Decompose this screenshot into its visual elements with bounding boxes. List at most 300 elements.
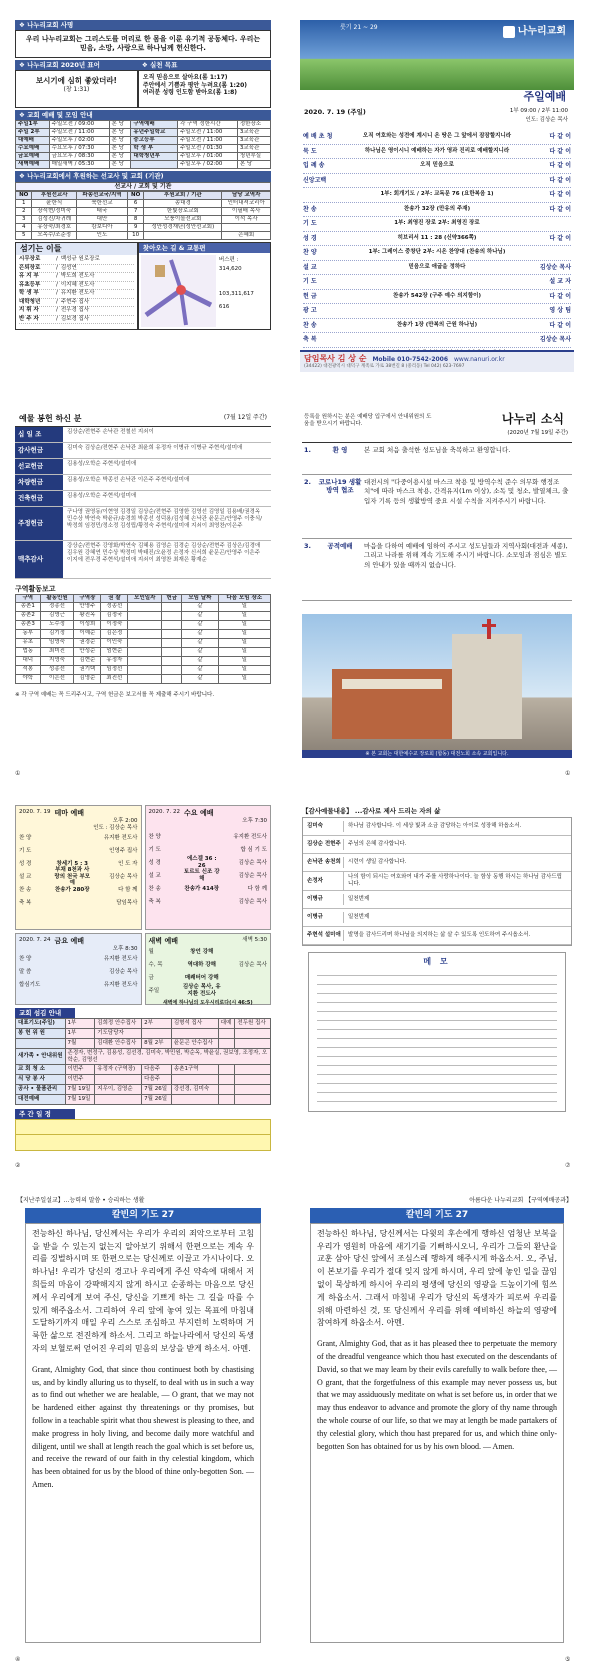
worship-cell: 주일 2부 xyxy=(16,129,50,137)
serve-cell: 2부 xyxy=(142,1019,172,1029)
service-person: 유지환 전도사 xyxy=(103,981,138,988)
staff-name: 김성연 xyxy=(60,264,77,271)
news-title: 나누리 소식 xyxy=(501,412,564,426)
worship-cell: 유년주일학교 xyxy=(131,129,178,137)
service-row xyxy=(149,844,268,857)
practice-item: 주안에서 기쁨과 평안 누려요(롬 1:20) xyxy=(142,81,247,89)
zone-cell: 성종선 xyxy=(40,665,74,674)
zone-cell xyxy=(128,656,162,665)
zone-cell xyxy=(128,620,162,629)
practice-item: 오직 믿음으로 살아요(롬 1:17) xyxy=(142,74,228,82)
worship-row xyxy=(16,137,271,145)
thanks-message: 나의 함이 되시는 여호와여 내가 주를 사랑하나이다. 늘 함상 동행 하시는 하나님 감사드립니다. xyxy=(343,872,571,890)
bulletin-page-1 xyxy=(15,20,271,372)
map-heading: 찾아오는 길 & 교통편 xyxy=(139,243,270,253)
serve-row xyxy=(16,1029,271,1039)
service-person: 다 함 께 xyxy=(118,886,138,893)
mission-row xyxy=(16,224,271,232)
service-date: 2020. 7. 19 (주일) xyxy=(304,108,366,116)
worship-cell: 수요예배 xyxy=(16,145,50,153)
staff-row xyxy=(19,265,134,274)
service-item: 기 도 xyxy=(19,847,32,854)
serve-title: 교회 섬김 안내 xyxy=(15,1008,75,1018)
order-person: 다 같 이 xyxy=(549,176,571,184)
service-row xyxy=(19,966,138,979)
news-item xyxy=(302,475,572,539)
service-item: 수, 목 xyxy=(148,961,163,968)
worship-cell: 주일오전 / 11:00 xyxy=(49,129,109,137)
order-content: 히브리서 11 : 28 (신약366쪽) xyxy=(397,234,477,241)
staff-row xyxy=(19,282,134,291)
zone-cell: 일 xyxy=(218,674,270,683)
service-content: 창언 강해 xyxy=(190,948,214,955)
service-leader: 인도: 김상순 목사 xyxy=(525,117,568,123)
offering-category: 감사헌금 xyxy=(15,443,63,458)
order-person: 다 같 이 xyxy=(549,292,571,300)
prayer-english: Grant, Almighty God, that since thou continuest both by chastising us, and by kindly alluring us to thyself, to deal with us in such a way as to find out whether we are healable, — O grant, that we may not be hardened either against thy threatenings or thy promises, but follow in a teachable spirit what thou shewest is pleasing to thee, and make progress in holy living, and become daily more watchful and diligent, until we shall at length reach the goal which is set before us, and receive the reward of our faith in thy celestial kingdom, which has been obtained for us by the blood of thine only-begotten Son. — Amen. xyxy=(32,1364,254,1489)
zone-cell: 엄현순 xyxy=(101,647,128,656)
mission-cell: 오목수/조준정 xyxy=(32,232,77,240)
bus-route: 103,311,617 xyxy=(218,290,254,297)
offering-names: 김미숙 김상순/전현주 손낙관 최윤희 유정자 이병규 이병규 주현석/설미애 xyxy=(67,445,243,451)
zone-cell: 권경순 xyxy=(74,638,101,647)
offering-category: 맥추감사 xyxy=(15,541,63,578)
mission-cell: 9 xyxy=(127,224,143,232)
worship-cell: 구역예배 xyxy=(131,121,178,129)
worship-cell: 주일오전 / 11:00 xyxy=(177,129,237,137)
staff-name: 백성규 원로장로 xyxy=(60,256,100,262)
zone-cell: 법동 xyxy=(16,647,41,656)
mission-heading: ❖ 나누리교회에서 후원하는 선교사 및 교회 (기관) xyxy=(15,171,271,181)
service-person: 유지환 전도사 xyxy=(103,955,138,962)
mission-cell: 모퉁이돌선교회 xyxy=(144,216,222,224)
zone-row xyxy=(16,638,271,647)
mission-cell: 인터내셔코리아 xyxy=(222,200,271,208)
serve-cell xyxy=(171,1095,218,1105)
zone-cell xyxy=(162,602,182,611)
mission-cell xyxy=(222,224,271,232)
weekly-schedule-box xyxy=(15,1135,271,1151)
bus-route: 314,620 xyxy=(218,265,242,272)
dawn-service-box xyxy=(145,933,272,1005)
zone-row xyxy=(16,665,271,674)
service-item: 찬 양 xyxy=(148,833,161,840)
zone-cell: 안명주 xyxy=(74,602,101,611)
serve-cell: 7월 26일 xyxy=(142,1085,172,1095)
thanks-message: 하나님 감사합니다. 이 세상 빛과 소금 감당하는 아이로 성장해 하옵소서. xyxy=(343,821,571,832)
zone-header-cell: 모임 날짜 xyxy=(182,594,218,602)
order-row xyxy=(303,188,571,203)
zone-cell: 최미진 xyxy=(40,647,74,656)
serve-cell: 강선경, 김미숙 xyxy=(171,1085,218,1095)
zone-cell xyxy=(162,611,182,620)
thanks-row xyxy=(303,836,571,854)
service-content: 역대하 강해 xyxy=(187,961,216,968)
weekly-title: 주 간 일 정 xyxy=(15,1109,75,1119)
news-number: 2. xyxy=(304,478,311,486)
zone-cell: 같 xyxy=(182,629,218,638)
service-times: 1부 09:00 / 2부 11:00 xyxy=(509,108,568,114)
worship-cell: 매일새벽 / 05:30 xyxy=(49,161,109,169)
mission-header-cell: NO xyxy=(16,192,32,200)
order-row xyxy=(303,319,571,334)
worship-cell: 중고등부 xyxy=(131,137,178,145)
serve-cell xyxy=(95,1095,142,1105)
mission-header-cell: 파송선교국/지역 xyxy=(77,192,128,200)
service-person: 담임목사 xyxy=(116,899,138,906)
serve-cell xyxy=(235,1085,271,1095)
staff-separator: / xyxy=(56,298,58,305)
dawn-title: 새벽 예배 xyxy=(148,937,178,945)
worship-cell: 주일오후 / 01:00 xyxy=(177,153,237,161)
service-item: 성 경 xyxy=(19,860,32,867)
zone-cell: 같 xyxy=(182,602,218,611)
worship-cell: 본 당 xyxy=(109,153,131,161)
worship-cell: 주일1부 xyxy=(16,121,50,129)
church-address: (34422) 대전광역시 대덕구 계족로 가로 38번길 8 (중리동) Tel 042) 623-7697 xyxy=(304,364,465,369)
service-row xyxy=(19,866,138,887)
mission-cell: 이석 목사 xyxy=(222,216,271,224)
order-content: 오직 여호와는 성전에 계시니 온 땅은 그 앞에서 잠잠할지니라 xyxy=(362,133,512,140)
staff-row xyxy=(19,307,134,316)
worship-cell: 본 당 xyxy=(109,161,131,169)
order-item: 예 배 초 청 xyxy=(303,133,333,140)
zone-cell: 일 xyxy=(218,629,270,638)
staff-separator: / xyxy=(56,315,58,322)
staff-separator: / xyxy=(56,307,58,313)
zone-cell: 석봉 xyxy=(16,665,41,674)
church-building-photo xyxy=(302,614,572,752)
service-person: 김상순 목사 xyxy=(238,859,267,866)
zone-header-cell: 구역 xyxy=(16,594,41,602)
zone-cell: 유정자 xyxy=(101,656,128,665)
service-content: 에스겔 36 : 26 xyxy=(186,856,217,870)
zone-row xyxy=(16,647,271,656)
zone-cell: 노수정 xyxy=(40,620,74,629)
mission-header-cell: 담당 교역자 xyxy=(222,192,271,200)
zone-cell: 같 xyxy=(182,647,218,656)
serve-cell xyxy=(235,1065,271,1075)
zone-cell: 유초 xyxy=(16,638,41,647)
wednesday-date: 2020. 7. 22 xyxy=(148,809,180,815)
zone-cell: 이인숙 xyxy=(101,638,128,647)
thanks-name: 김상순 전현주 xyxy=(307,841,341,848)
memo-title: 메 모 xyxy=(423,956,451,966)
order-content: 1부: 회개기도 / 2부: 교독문 76 (요한복음 1) xyxy=(380,191,494,198)
order-item: 찬 송 xyxy=(303,205,317,213)
thanks-row xyxy=(303,927,571,945)
thanks-name: 김미숙 xyxy=(307,823,323,830)
serve-cell xyxy=(16,1039,66,1049)
bulletin-page-7 xyxy=(15,1196,271,1654)
zone-cell: 김기정 xyxy=(40,629,74,638)
worship-cell: 본 당 xyxy=(109,129,131,137)
serve-cell: 1부 xyxy=(65,1019,95,1029)
church-logo: 나누리교회 xyxy=(503,26,566,39)
news-heading: 환 영 xyxy=(332,446,348,454)
worship-cell: 3교육관 xyxy=(237,145,270,153)
offering-names: 김용성/오학순 주현석/설미애 xyxy=(67,493,137,499)
order-row xyxy=(303,333,571,348)
mission-cell: 송대경 xyxy=(144,200,222,208)
service-person: 인 도 자 xyxy=(118,860,138,867)
mission-row xyxy=(16,232,271,240)
pastor-mobile: Mobile 010-7542-2006 xyxy=(372,356,449,363)
order-row xyxy=(303,174,571,189)
worship-cell: 주일오후 / 02:00 xyxy=(49,137,109,145)
staff-row xyxy=(19,299,134,308)
order-item: 설 교 xyxy=(303,263,317,271)
order-person: 다 같 이 xyxy=(549,321,571,329)
zone-row xyxy=(16,602,271,611)
serve-cell xyxy=(218,1085,235,1095)
zone-cell: 임영숙 xyxy=(40,638,74,647)
service-row xyxy=(149,870,268,883)
service-content: 김상순 목사, 유지환 전도사 xyxy=(182,984,221,998)
zone-cell: 야학 xyxy=(16,674,41,683)
order-row xyxy=(303,304,571,319)
wednesday-service-box xyxy=(145,805,272,930)
thanks-row xyxy=(303,909,571,927)
mission-row xyxy=(16,200,271,208)
service-item: 설 교 xyxy=(19,873,32,880)
wednesday-title: 수요 예배 xyxy=(184,809,214,817)
worship-cell: 대학청년부 xyxy=(131,153,178,161)
zone-cell: 일 xyxy=(218,620,270,629)
mission-cell: 6 xyxy=(127,200,143,208)
mission-cell: 5 xyxy=(16,232,32,240)
order-item: 신앙고백 xyxy=(303,176,327,184)
offering-row xyxy=(15,443,271,459)
serve-cell: 지우이, 김영순 xyxy=(95,1085,142,1095)
zone-cell: 같 xyxy=(182,665,218,674)
zone-cell xyxy=(162,647,182,656)
thanks-list xyxy=(302,817,572,946)
offering-row xyxy=(15,427,271,443)
page-number: ⑦ xyxy=(565,1162,571,1169)
prayer-korean: 전능하신 하나님, 당신께서는 우리가 우리의 죄악으로부터 고침을 받을 수 있는지 없는지 알아보기 위해서 한편으로는 계속 우리를 징벌하시며 또 한편으로는 당신께로 이끌고 가시나이다. 오 하나님! 우리가 당신의 경고나 우리에게 주신 약속에 대해서 저희들의 마음이 강퍅해지지 않게 하시고 순종하는 마음으로 당신께서 우리에게 보여 주신, 당신을 기쁘게 하는 그 길을 따를 수 있게 해주옵소서. 그리하여 우리 앞에 놓여 있는 목표에 마침내 도달하기까지 매일 우리 스스로 조심하고 부지런히 노력하며 거룩한 삶으로 전진하게 하소서. 그리고 하늘나라에서 당신의 독생자의 보혈로써 얻어진 우리의 믿음의 보상을 받게 하소서. 아멘. xyxy=(32,1228,254,1353)
bus-label: 버스편 : xyxy=(218,257,239,263)
bulletin-page-8 xyxy=(300,1196,574,1654)
worship-row xyxy=(16,161,271,169)
serve-cell: 다음주 xyxy=(142,1075,172,1085)
staff-separator: / xyxy=(56,273,58,279)
news-number: 3. xyxy=(304,542,311,550)
theme-time: 오후 2:00 xyxy=(112,817,138,824)
worship-table xyxy=(15,120,271,169)
serve-cell xyxy=(235,1029,271,1039)
staff-list xyxy=(16,255,137,325)
order-item: 광 고 xyxy=(303,307,317,314)
serve-cell: 교 회 청 소 xyxy=(16,1065,66,1075)
order-person: 다 같 이 xyxy=(549,147,571,155)
order-person: 다 같 이 xyxy=(549,191,571,198)
order-person: 김상순 목사 xyxy=(539,263,571,271)
worship-cell: 본 당 xyxy=(109,121,131,129)
serve-row xyxy=(16,1075,271,1085)
worship-cell: 주일오전 / 01:30 xyxy=(177,145,237,153)
zone-cell: 안성순 xyxy=(74,647,101,656)
practice-item: 여러분 성령 인도함 받아요(롬 1:8) xyxy=(142,89,238,97)
staff-role: 대학청년 xyxy=(19,298,41,305)
thanks-row xyxy=(303,818,571,836)
serve-cell: 7월 19일 xyxy=(65,1085,95,1095)
order-row xyxy=(303,203,571,218)
cover-banner xyxy=(300,20,574,90)
prayer-title: 칼빈의 기도 27 xyxy=(25,1208,261,1223)
zone-cell xyxy=(162,665,182,674)
zone-cell: 송촌1 xyxy=(16,602,41,611)
staff-role: 은퇴장로 xyxy=(19,264,41,271)
order-item: 찬 송 xyxy=(303,321,317,329)
service-person: 유지환 전도사 xyxy=(103,834,138,841)
serve-cell: 김형석 집사 xyxy=(171,1019,218,1029)
order-row xyxy=(303,145,571,160)
thanks-row xyxy=(303,872,571,891)
memo-box xyxy=(308,952,566,1112)
bulletin-page-2 xyxy=(300,20,574,372)
zone-cell: 최진선 xyxy=(101,674,128,683)
service-person: 김상순 목사 xyxy=(109,968,138,975)
zone-cell: 임정선 xyxy=(101,665,128,674)
service-row xyxy=(19,832,138,845)
theme-service-box xyxy=(15,805,142,930)
order-person: 다 같 이 xyxy=(549,162,571,169)
mission-cell: 김성진/차귀례 xyxy=(32,216,77,224)
zone-cell: 정종선 xyxy=(40,602,74,611)
news-number: 1. xyxy=(304,446,311,454)
motto-reference: (창 1:31) xyxy=(63,85,90,93)
zone-cell xyxy=(162,674,182,683)
news-body: 마음을 다하여 예배에 임하여 주시고 성도님들과 지역사회(대전과 세종), 그리고 나라를 위해 계속 기도해 주시기 바랍니다. 소모임과 점심은 별도의 안내가 있을 때까지 없습니다. xyxy=(364,542,568,569)
service-row xyxy=(19,953,138,966)
service-row xyxy=(19,845,138,858)
worship-row xyxy=(16,145,271,153)
offering-row xyxy=(15,475,271,491)
serve-cell: 7월 xyxy=(65,1039,95,1049)
order-content: 믿음으로 애굽을 정하다 xyxy=(408,263,466,270)
service-row xyxy=(149,959,268,972)
zone-cell: 김영순 xyxy=(74,674,101,683)
vision-text: 우리 나누리교회는 그리스도를 머리로 한 몸을 이룬 유기적 공동체다. 우리는 믿음, 소망, 사랑으로 하나님께 헌신한다. xyxy=(15,30,271,58)
mission-row xyxy=(16,216,271,224)
service-content: 매쾌터어 강해 xyxy=(184,974,219,981)
zone-cell xyxy=(128,629,162,638)
zone-cell: 일 xyxy=(218,611,270,620)
order-row xyxy=(303,159,571,174)
staff-name: 주현주 집사 xyxy=(60,298,90,305)
serve-cell: 7월 26일 xyxy=(142,1095,172,1105)
serve-cell: 봉 헌 위 원 xyxy=(16,1029,66,1039)
service-row xyxy=(149,883,268,896)
serve-row xyxy=(16,1095,271,1105)
memo-lines[interactable] xyxy=(317,967,557,1102)
news-body: 대전시의 "다중이용시설 마스크 착용 및 방역수칙 준수 의무화 행정조치"에 따라 마스크 착용, 간격유지(1m 이상), 소독 및 청소, 발열체크, 출입자 기록 등의 생활방역 중요 시설 수칙을 지켜주시기 바랍니다. xyxy=(364,478,569,505)
service-item: 설 교 xyxy=(148,872,161,879)
order-person: 다 같 이 xyxy=(549,133,571,140)
staff-role: 학 생 부 xyxy=(19,290,39,296)
serve-row xyxy=(16,1049,271,1065)
service-row xyxy=(149,972,268,985)
zone-cell: 같 xyxy=(182,638,218,647)
zone-cell xyxy=(128,665,162,674)
theme-order xyxy=(19,832,138,910)
theme-title: 테마 예배 xyxy=(54,809,84,817)
worship-row xyxy=(16,129,271,137)
page-number: ⑤ xyxy=(565,1656,571,1663)
staff-separator: / xyxy=(56,290,58,296)
zone-cell: 일 xyxy=(218,647,270,656)
zone-cell: 일 xyxy=(218,665,270,674)
mission-cell: 장석현/정미숙 xyxy=(32,208,77,216)
serve-cell xyxy=(235,1095,271,1105)
staff-role: 지 휘 자 xyxy=(19,307,39,313)
friday-time: 오후 8:30 xyxy=(112,945,138,952)
serve-cell: 대예 xyxy=(218,1019,235,1029)
order-item: 헌 금 xyxy=(303,292,317,300)
mission-cell: 7 xyxy=(127,208,143,216)
worship-cell: 3교육관 xyxy=(237,137,270,145)
serve-cell: 대전예배 xyxy=(16,1095,66,1105)
zone-cell: 김영근 xyxy=(40,611,74,620)
thanks-message: 일천번제 xyxy=(343,912,571,923)
zone-cell: 김현순 xyxy=(74,656,101,665)
zone-title: 구역활동보고 xyxy=(15,585,56,593)
offering-row xyxy=(15,459,271,475)
theme-leader: 인도 : 김상순 목사 xyxy=(93,824,138,831)
serve-cell xyxy=(235,1075,271,1085)
worship-cell: 새벽예배 xyxy=(16,161,50,169)
church-website[interactable]: www.nanuri.or.kr xyxy=(454,356,505,363)
zone-cell xyxy=(162,656,182,665)
zone-cell: 김정국 xyxy=(101,611,128,620)
zone-cell: 일 xyxy=(218,602,270,611)
zone-table xyxy=(15,594,271,684)
serve-cell xyxy=(171,1029,218,1039)
worship-row xyxy=(16,153,271,161)
worship-cell xyxy=(131,161,178,169)
order-row xyxy=(303,130,571,145)
offering-list xyxy=(15,427,271,579)
mission-header-cell: 후원교회 / 기관 xyxy=(144,192,222,200)
service-row xyxy=(149,946,268,959)
offering-names: 김상순/전현주 손낙관 전철선 지쇠이 xyxy=(67,429,154,435)
order-person: 영 상 팀 xyxy=(549,307,571,314)
zone-cell xyxy=(128,611,162,620)
map-illustration xyxy=(141,255,216,327)
vision-heading: ❖ 나누리교회 사명 xyxy=(15,20,271,30)
worship-cell: 청년부실 xyxy=(237,153,270,161)
dawn-time: 새벽 5:30 xyxy=(242,937,267,943)
worship-cell: 본 당 xyxy=(109,137,131,145)
thanks-name: 주현석 설미애 xyxy=(307,931,341,938)
order-item: 찬 양 xyxy=(303,249,317,256)
order-person: 다 같 이 xyxy=(549,205,571,213)
zone-cell: 이성희 xyxy=(74,620,101,629)
service-row xyxy=(19,897,138,910)
serve-cell: 공사 • 물품관리 xyxy=(16,1085,66,1095)
zone-cell: 같 xyxy=(182,620,218,629)
zone-cell: 이은선 xyxy=(40,674,74,683)
zone-cell: 황진옥 xyxy=(74,611,101,620)
serve-cell: 기도담당자 xyxy=(95,1029,142,1039)
zone-cell: 송촌3 xyxy=(16,620,41,629)
order-content: 하나님은 영이시니 예배하는 자가 영과 진리로 예배할지니라 xyxy=(364,147,510,154)
offering-row xyxy=(15,507,271,541)
thanks-message: 발명을 감사드리며 하나님을 의지하는 삶 살 수 있도록 인도하여 주시옵소서. xyxy=(343,930,571,941)
mission-cell: 이필배 목사 xyxy=(222,208,271,216)
offering-week: (7월 12일 주간) xyxy=(223,414,267,421)
